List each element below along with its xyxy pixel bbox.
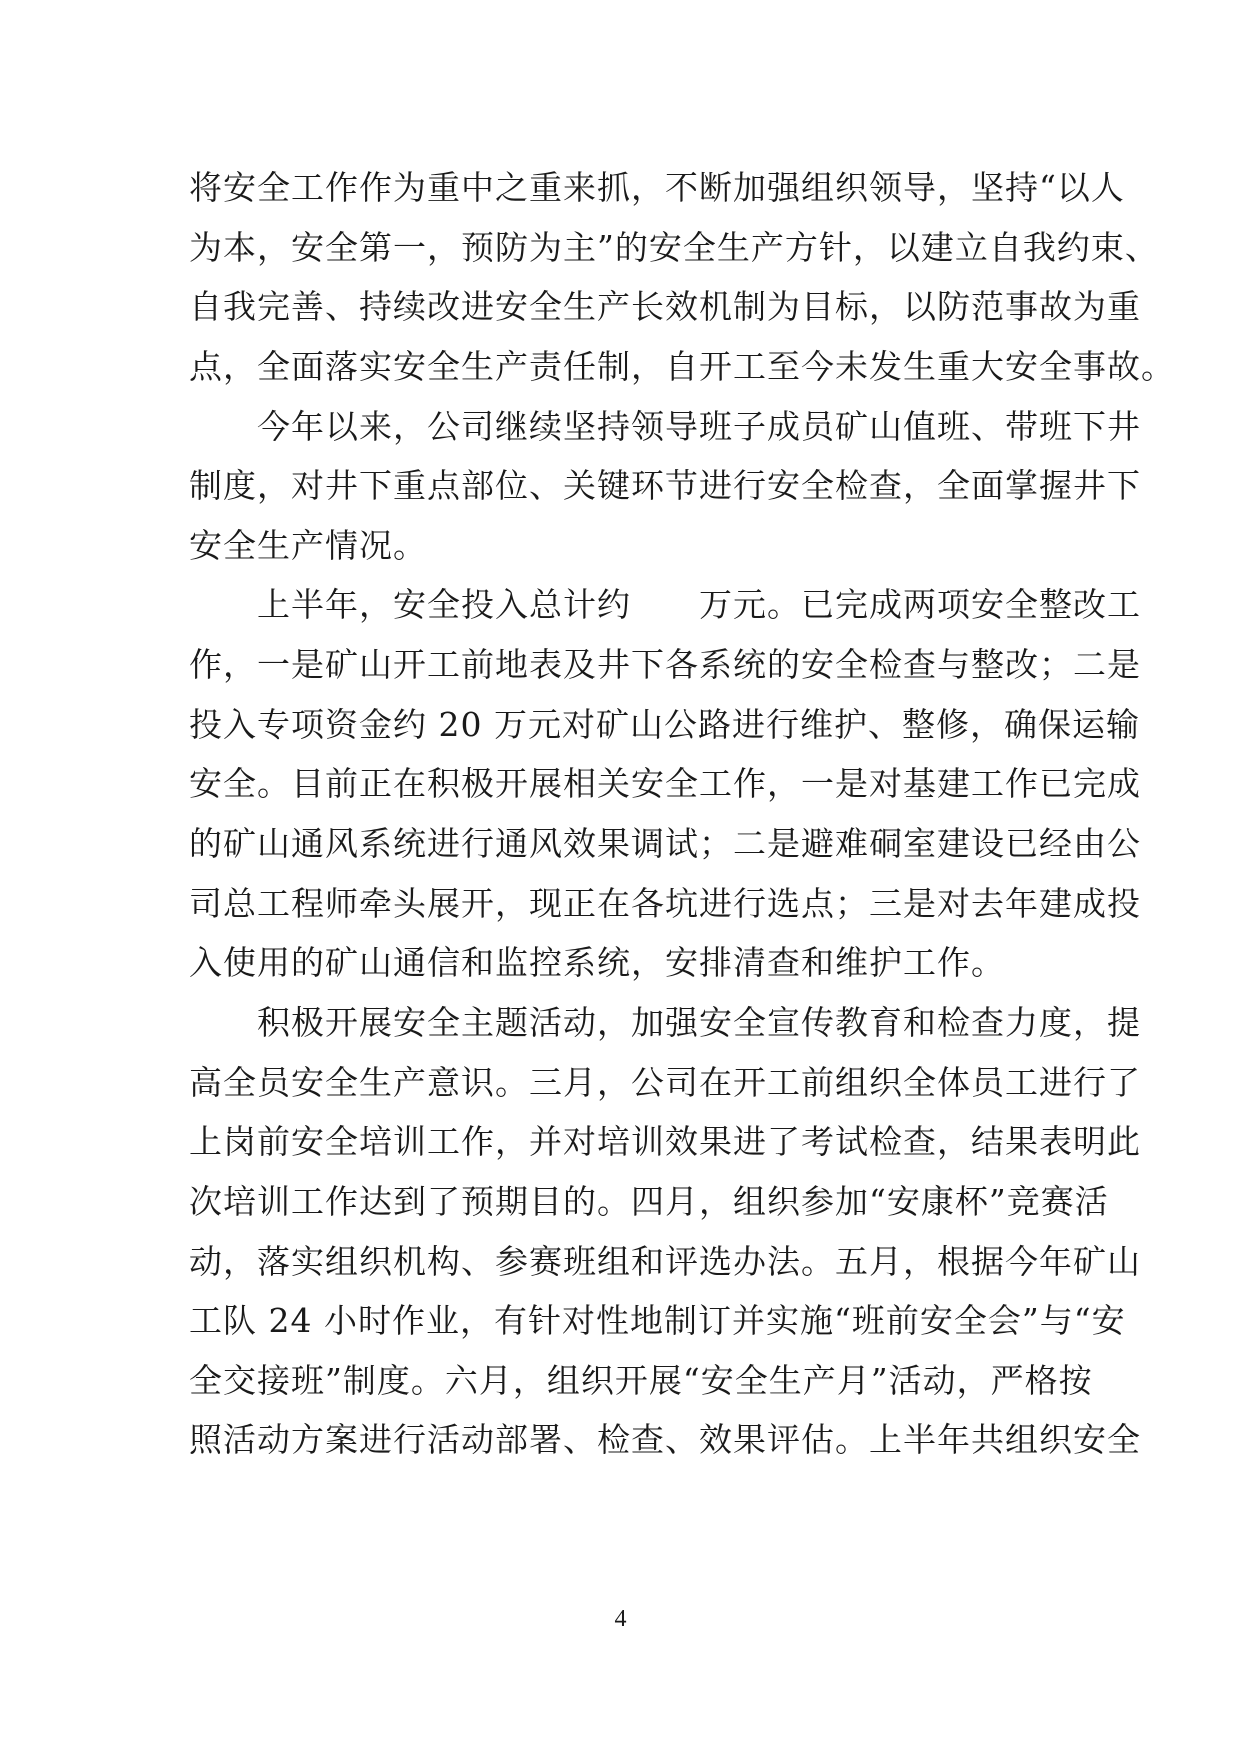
text-line: 作，一是矿山开工前地表及井下各系统的安全检查与整改；二是 <box>189 645 1141 685</box>
text-line: 全交接班”制度。六月，组织开展“安全生产月”活动，严格按 <box>189 1360 1093 1400</box>
page-number: 4 <box>614 1606 627 1632</box>
text-line: 今年以来，公司继续坚持领导班子成员矿山值班、带班下井 <box>257 406 1141 446</box>
text-line: 照活动方案进行活动部署、检查、效果评估。上半年共组织安全 <box>189 1420 1141 1460</box>
text-line: 安全。目前正在积极开展相关安全工作，一是对基建工作已完成 <box>189 764 1141 804</box>
text-line: 为本，安全第一，预防为主”的安全生产方针，以建立自我约束、 <box>189 227 1159 267</box>
text-line: 上岗前安全培训工作，并对培训效果进了考试检查，结果表明此 <box>189 1122 1141 1162</box>
text-line: 工队 24 小时作业，有针对性地制订并实施“班前安全会”与“安 <box>189 1301 1126 1341</box>
body-text <box>189 158 1175 1470</box>
text-line: 高全员安全生产意识。三月，公司在开工前组织全体员工进行了 <box>189 1062 1141 1102</box>
text-line: 点，全面落实安全生产责任制，自开工至今未发生重大安全事故。 <box>189 346 1175 386</box>
text-line: 投入专项资金约 20 万元对矿山公路进行维护、整修，确保运输 <box>189 704 1140 744</box>
text-line: 上半年，安全投入总计约 万元。已完成两项安全整改工 <box>257 585 1141 625</box>
text-line: 司总工程师牵头展开，现正在各坑进行选点；三是对去年建成投 <box>189 883 1141 923</box>
text-line: 安全生产情况。 <box>189 525 427 565</box>
text-line: 积极开展安全主题活动，加强安全宣传教育和检查力度，提 <box>257 1002 1141 1042</box>
text-line: 将安全工作作为重中之重来抓，不断加强组织领导，坚持“以人 <box>189 168 1125 207</box>
text-line: 次培训工作达到了预期目的。四月，组织参加“安康杯”竞赛活 <box>189 1181 1109 1221</box>
text-line: 自我完善、持续改进安全生产长效机制为目标，以防范事故为重 <box>189 287 1141 327</box>
text-line: 的矿山通风系统进行通风效果调试；二是避难硐室建设已经由公 <box>189 824 1141 864</box>
text-line: 动，落实组织机构、参赛班组和评选办法。五月，根据今年矿山 <box>189 1241 1141 1281</box>
text-line: 入使用的矿山通信和监控系统，安排清查和维护工作。 <box>189 943 1005 983</box>
text-line: 制度，对井下重点部位、关键环节进行安全检查，全面掌握井下 <box>189 466 1141 506</box>
